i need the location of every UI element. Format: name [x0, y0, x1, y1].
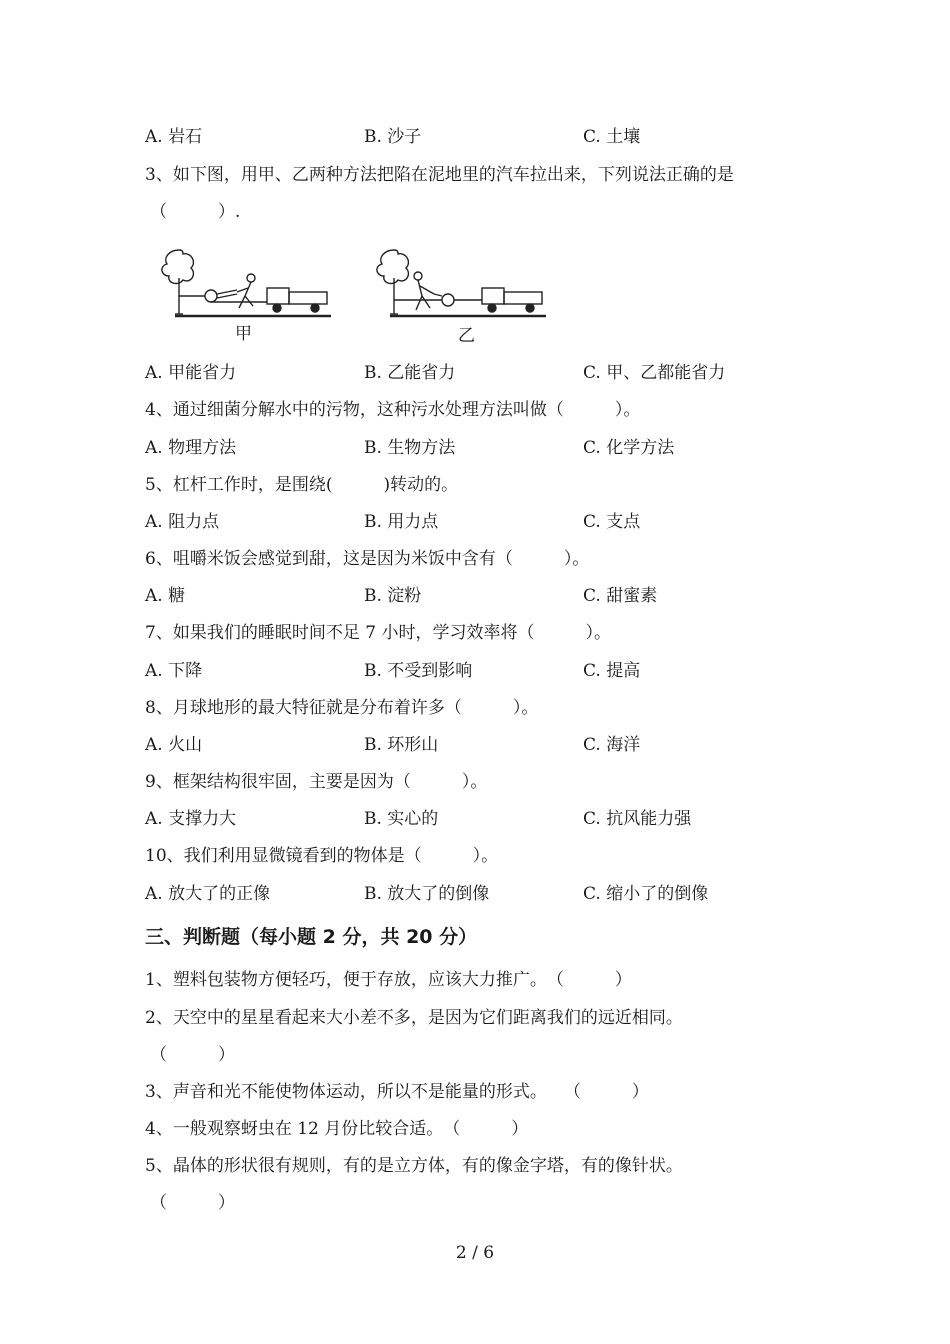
q4-option-a: A. 物理方法 — [145, 438, 237, 458]
q10-option-b: B. 放大了的倒像 — [364, 884, 490, 904]
q7-stem: 7、如果我们的睡眠时间不足 7 小时，学习效率将（ ）。 — [145, 623, 611, 643]
q9-option-a: A. 支撑力大 — [145, 809, 237, 829]
q9-option-c: C. 抗风能力强 — [583, 809, 692, 829]
q6-option-b: B. 淀粉 — [364, 586, 422, 606]
q6-option-c: C. 甜蜜素 — [583, 586, 658, 606]
q3-option-c: C. 甲、乙都能省力 — [583, 363, 726, 383]
q7-option-a: A. 下降 — [145, 661, 203, 681]
tf-item-2-blank: （ ） — [150, 1045, 235, 1065]
figure-method-jia — [155, 244, 335, 344]
tf-item-4: 4、一般观察蚜虫在 12 月份比较合适。 （ ） — [145, 1119, 529, 1139]
q6-stem: 6、咀嚼米饭会感觉到甜，这是因为米饭中含有（ ）。 — [145, 549, 590, 569]
q3-stem: 3、如下图，用甲、乙两种方法把陷在泥地里的汽车拉出来，下列说法正确的是 — [145, 165, 734, 185]
car-pull-illustration-jia — [155, 244, 335, 324]
q5-option-b: B. 用力点 — [364, 512, 439, 532]
q10-stem: 10、我们利用显微镜看到的物体是（ ）。 — [145, 846, 499, 866]
car-pull-illustration-yi — [370, 244, 550, 324]
q2-option-a: A. 岩石 — [145, 127, 203, 147]
q8-stem: 8、月球地形的最大特征就是分布着许多（ ）。 — [145, 698, 539, 718]
q3-blank: （ ）. — [150, 202, 241, 222]
q9-stem: 9、框架结构很牢固，主要是因为（ ）。 — [145, 772, 488, 792]
tf-item-2: 2、天空中的星星看起来大小差不多，是因为它们距离我们的远近相同。 — [145, 1008, 683, 1028]
q10-option-c: C. 缩小了的倒像 — [583, 884, 709, 904]
section-true-false-title: 三、判断题（每小题 2 分，共 20 分） — [145, 926, 478, 948]
q4-option-b: B. 生物方法 — [364, 438, 456, 458]
figure-label-yi: 乙 — [458, 326, 475, 346]
q7-option-c: C. 提高 — [583, 661, 641, 681]
figure-label-jia: 甲 — [235, 324, 252, 344]
tf-item-5-blank: （ ） — [150, 1193, 235, 1213]
q3-option-a: A. 甲能省力 — [145, 363, 237, 383]
q4-stem: 4、通过细菌分解水中的污物，这种污水处理方法叫做（ ）。 — [145, 400, 641, 420]
tf-item-1: 1、塑料包装物方便轻巧，便于存放，应该大力推广。 （ ） — [145, 970, 632, 990]
q3-option-b: B. 乙能省力 — [364, 363, 456, 383]
q6-option-a: A. 糖 — [145, 586, 186, 606]
tf-item-5: 5、晶体的形状很有规则，有的是立方体，有的像金字塔，有的像针状。 — [145, 1156, 683, 1176]
q5-stem: 5、杠杆工作时，是围绕( )转动的。 — [145, 475, 459, 495]
q2-option-c: C. 土壤 — [583, 127, 641, 147]
q5-option-c: C. 支点 — [583, 512, 641, 532]
q8-option-a: A. 火山 — [145, 735, 203, 755]
q9-option-b: B. 实心的 — [364, 809, 439, 829]
q8-option-c: C. 海洋 — [583, 735, 641, 755]
q4-option-c: C. 化学方法 — [583, 438, 675, 458]
q8-option-b: B. 环形山 — [364, 735, 439, 755]
page-number: 2 / 6 — [455, 1243, 495, 1263]
q10-option-a: A. 放大了的正像 — [145, 884, 271, 904]
q2-option-b: B. 沙子 — [364, 127, 422, 147]
q7-option-b: B. 不受到影响 — [364, 661, 473, 681]
figure-method-yi — [370, 244, 550, 346]
q5-option-a: A. 阻力点 — [145, 512, 220, 532]
tf-item-3: 3、声音和光不能使物体运动，所以不是能量的形式。 （ ） — [145, 1082, 649, 1102]
